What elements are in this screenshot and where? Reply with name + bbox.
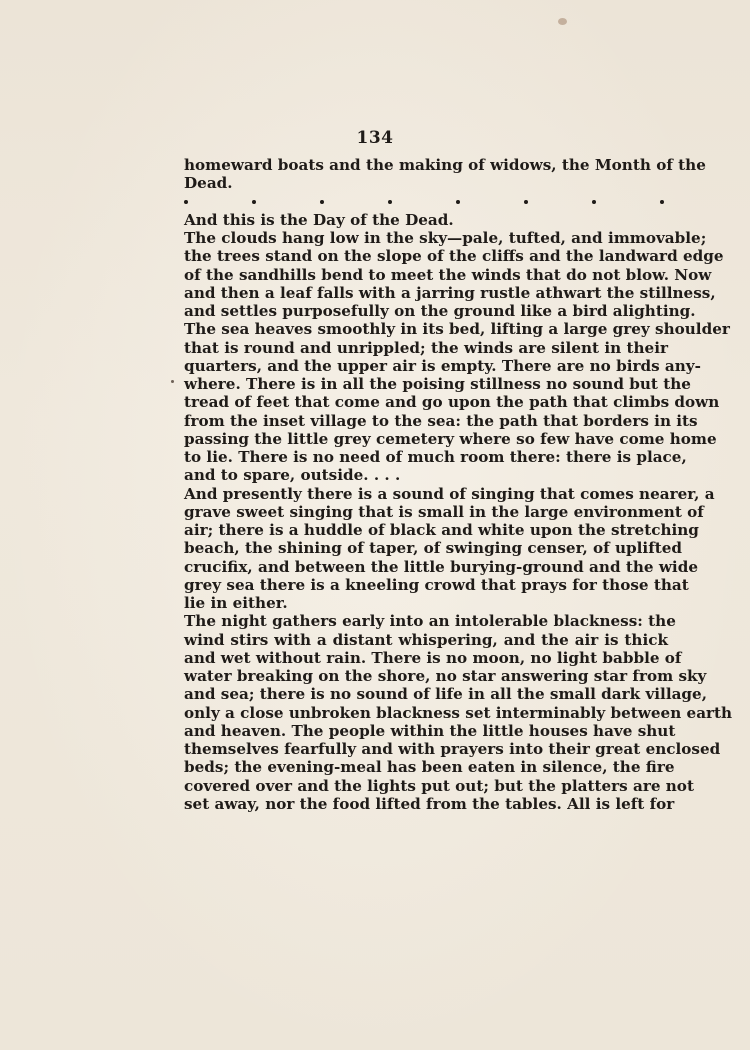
ellipsis-dot: [456, 200, 460, 204]
text-line: only a close unbroken blackness set interminably between earth: [184, 703, 733, 722]
text-line: wind stirs with a distant whispering, and the air is thick: [184, 630, 668, 649]
text-line: The sea heaves smoothly in its bed, lifting a large grey shoulder: [184, 320, 730, 339]
text-line: and then a leaf falls with a jarring rustle athwart the stillness,: [184, 283, 716, 302]
text-line: beach, the shining of taper, of swinging censer, of uplifted: [184, 539, 683, 558]
text-line: that is round and unrippled; the winds are silent in their: [184, 338, 668, 357]
page-number: 134: [356, 128, 394, 148]
text-line: covered over and the lights put out; but the platters are not: [184, 776, 694, 795]
text-line: from the inset village to the sea: the path that borders in its: [184, 411, 698, 430]
text-line: and wet without rain. There is no moon, no light babble of: [184, 648, 682, 667]
text-line: and heaven. The people within the little houses have shut: [184, 721, 676, 740]
text-line: And presently there is a sound of singing that comes nearer, a: [184, 484, 715, 503]
text-line: themselves fearfully and with prayers into their great enclosed: [184, 740, 721, 758]
ellipsis-dot: [388, 200, 392, 204]
ellipsis-dot: [320, 200, 324, 204]
paper-stain: [558, 18, 567, 25]
ellipsis-dot: [660, 200, 664, 204]
text-line: homeward boats and the making of widows, the Month of the: [184, 156, 706, 174]
text-line: and settles purposefully on the ground like a bird alighting.: [184, 302, 696, 320]
text-line: set away, nor the food lifted from the tables. All is left for: [184, 794, 675, 813]
margin-mark: [171, 380, 174, 383]
text-line: tread of feet that come and go upon the path that climbs down: [184, 393, 720, 412]
text-line: crucifix, and between the little burying-ground and the wide: [184, 557, 698, 576]
text-line: water breaking on the shore, no star answering star from sky: [184, 667, 707, 685]
ellipsis-dot: [524, 200, 528, 204]
text-line: air; there is a huddle of black and white upon the stretching: [184, 521, 699, 539]
text-line: The clouds hang low in the sky—pale, tufted, and immovable;: [184, 229, 707, 247]
text-line: where. There is in all the poising stillness no sound but the: [184, 375, 691, 393]
text-line: quarters, and the upper air is empty. There are no birds any-: [184, 356, 701, 375]
text-line: And this is the Day of the Dead.: [184, 210, 454, 229]
ellipsis-dot: [252, 200, 256, 204]
ellipsis-dot: [184, 200, 188, 204]
text-line: and to spare, outside. . . .: [184, 466, 401, 485]
text-line: and sea; there is no sound of life in all the small dark village,: [184, 685, 707, 704]
ellipsis-dot: [592, 200, 596, 204]
text-line: beds; the evening-meal has been eaten in silence, the fire: [184, 758, 675, 777]
text-line: the trees stand on the slope of the cliffs and the landward edge: [184, 247, 724, 266]
text-line: of the sandhills bend to meet the winds that do not blow. Now: [184, 265, 712, 284]
ellipsis-dots-row: [184, 193, 668, 211]
text-line: lie in either.: [184, 594, 288, 612]
text-line: grey sea there is a kneeling crowd that prays for those that: [184, 575, 689, 594]
text-line: to lie. There is no need of much room there: there is place,: [184, 448, 687, 466]
text-line: The night gathers early into an intolerable blackness: the: [184, 612, 676, 631]
text-line: passing the little grey cemetery where so few have come home: [184, 429, 717, 448]
body-text: [184, 156, 733, 813]
text-line: Dead.: [184, 174, 233, 193]
text-line: grave sweet singing that is small in the large environment of: [184, 502, 704, 521]
